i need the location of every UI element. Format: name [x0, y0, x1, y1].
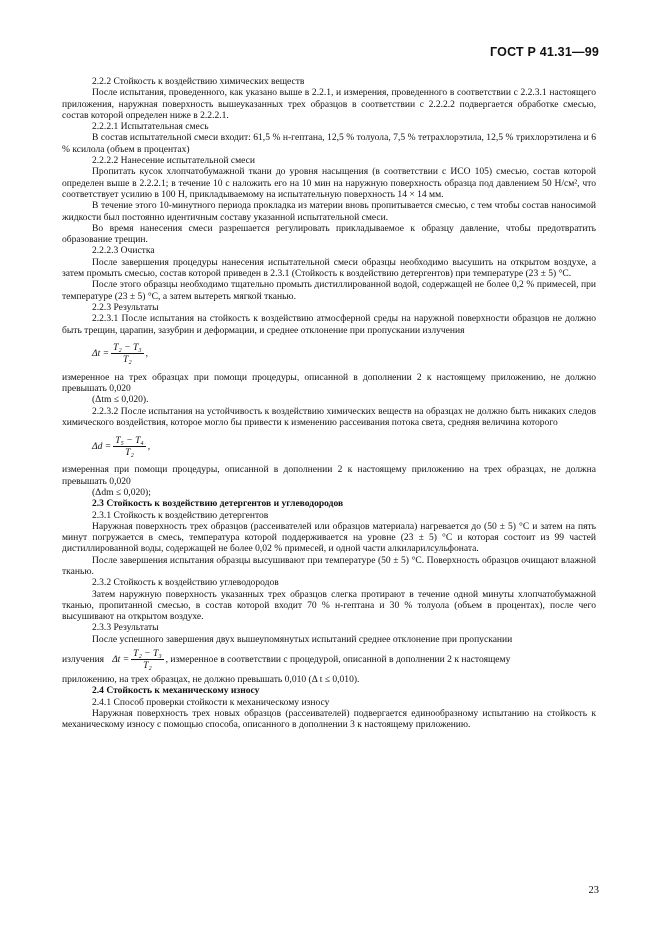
paragraph: В состав испытательной смеси входит: 61,5 % н-гептана, 12,5 % толуола, 7,5 % тетрахлорэтила, 12,5 % трихлорэтилена и 6 % ксилола (объем в процентах): [62, 132, 596, 155]
section-heading: 2.3.2 Стойкость к воздействию углеводородов: [92, 577, 279, 589]
formula-numerator: T₂ − T₃: [133, 648, 162, 660]
section-heading: 2.2.3 Результаты: [92, 301, 159, 313]
formula-fraction: [111, 342, 143, 365]
section-heading-bold: 2.4 Стойкость к механическому износу: [92, 685, 260, 697]
inline-formula-line: [62, 648, 596, 671]
paragraph: После этого образцы необходимо тщательно промыть дистиллированной водой, содержащей не более 0,2 % примесей, при температуре (23 ± 5) °С, а затем вытереть мягкой тканью.: [62, 279, 596, 302]
section-heading: 2.2.2.3 Очистка: [92, 245, 155, 257]
document-header: ГОСТ Р 41.31—99: [490, 45, 599, 59]
paragraph: Наружная поверхность трех образцов (рассеивателей или образцов материала) нагревается до (50 ± 5) °С и затем на пять минут погружается в смесь, температура которой поддерживается на уровне (23 ± 5) °С и которая состоит из 99 частей дистиллированной воды, содержащей не более 0,02 % примесей, и одной части алкиларилсульфоната.: [62, 520, 596, 555]
formula-denominator: T₂: [143, 660, 152, 672]
page-number: 23: [588, 885, 599, 896]
formula-numerator: T₅ − T₄: [115, 434, 144, 446]
paragraph: измеренное на трех образцах при помощи процедуры, описанной в дополнении 2 к настоящему приложению, не должно превышать 0,020: [62, 371, 596, 395]
paragraph: После завершения процедуры нанесения испытательной смеси образцы необходимо высушить на открытом воздухе, а затем промыть смесью, состав которой приведен в 2.3.1 (Стойкость к воздействию детергентов) при температуре (23 ± 5) °С.: [62, 256, 596, 280]
formula-delta-d: [92, 433, 596, 459]
paragraph: Во время нанесения смеси разрешается регулировать прикладываемое к образцу давление, чтобы предотвратить образование трещин.: [62, 222, 596, 246]
formula-numerator: T₂ − T₃: [113, 342, 142, 354]
document-body: [62, 76, 596, 731]
paragraph: 2.2.3.1 После испытания на стойкость к воздействию атмосферной среды на наружной поверхности образцов не должно быть трещин, царапин, зазубрин и деформации, и среднее отклонение при пропускании излучения: [62, 313, 596, 336]
section-heading-bold: 2.3 Стойкость к воздействию детергентов и углеводородов: [92, 498, 344, 510]
section-heading: 2.2.2 Стойкость к воздействию химических веществ: [92, 76, 305, 87]
paragraph: Пропитать кусок хлопчатобумажной ткани до уровня насыщения (в соответствии с ИСО 105) смесью, состав которой определен выше в 2.2.2.1; в течение 10 с наложить его на 10 мин на наружную поверхность образца под давлением 50 Н/см², что соответствует усилию в 100 Н, прикладываемому на испытательную поверхность 14 × 14 мм.: [62, 166, 596, 200]
paragraph: После испытания, проведенного, как указано выше в 2.2.1, и измерения, проведенного в соответствии с 2.2.3.1 настоящего приложения, наружная поверхность вышеуказанных трех образцов в соответствии с 2.2.2.2 подвергается обработке смесью, состав которой определен ниже в 2.2.2.1.: [62, 87, 596, 121]
formula-denominator: T₂: [125, 446, 134, 458]
formula-delta-t: [92, 341, 596, 367]
paragraph: 2.2.3.2 После испытания на устойчивость к воздействию химических веществ на образцах не должно быть никаких следов химического воздействия, которое могло бы привести к изменению рассеивания потока света, средняя величина которого: [62, 405, 596, 429]
paragraph-fragment: излучения: [62, 653, 105, 665]
formula-fraction: [113, 435, 145, 458]
condition: (Δdm ≤ 0,020);: [92, 486, 151, 498]
section-heading: 2.2.2.2 Нанесение испытательной смеси: [92, 155, 255, 167]
paragraph: Наружная поверхность трех новых образцов (рассеивателей) подвергается единообразному испытанию на стойкость к механическому износу с помощью способа, описанного в дополнении 3 к настоящему приложению.: [62, 707, 596, 731]
section-heading: 2.3.3 Результаты: [92, 622, 159, 634]
formula-lhs: Δd =: [92, 440, 112, 452]
paragraph: Затем наружную поверхность указанных трех образцов слегка протирают в течение одной минуты хлопчатобумажной тканью, пропитанной смесью, в состав которой входит 70 % н-гептана и 30 % толуола (объем в процентах), после чего высушивают на открытом воздухе.: [62, 588, 596, 623]
paragraph-fragment: , измеренное в соответствии с процедурой, описанной в дополнении 2 к настоящему: [165, 653, 511, 665]
paragraph: В течение этого 10-минутного периода прокладка из материи вновь пропитывается смесью, с тем чтобы состав наносимой жидкости был постоянно идентичным составу указанной испытательной смеси.: [62, 200, 596, 223]
formula-comma: ,: [145, 348, 148, 360]
paragraph: После успешного завершения двух вышеупомянутых испытаний среднее отклонение при пропускании: [92, 633, 513, 645]
formula-lhs: Δt =: [92, 348, 110, 360]
formula-denominator: T₂: [123, 354, 132, 366]
formula-lhs: Δt =: [112, 653, 130, 665]
formula-comma: ,: [147, 440, 151, 452]
paragraph: После завершения испытания образцы высушивают при температуре (50 ± 5) °С. Поверхность образцов очищают влажной тканью.: [62, 554, 596, 577]
section-heading: 2.2.2.1 Испытательная смесь: [92, 121, 209, 133]
section-heading: 2.3.1 Стойкость к воздействию детергентов: [92, 509, 269, 521]
paragraph: приложению, на трех образцах, не должно превышать 0,010 (Δ t ≤ 0,010).: [62, 674, 360, 686]
condition: (Δtm ≤ 0,020).: [92, 394, 149, 406]
formula-fraction: [131, 648, 163, 671]
section-heading: 2.4.1 Способ проверки стойкости к механическому износу: [92, 696, 330, 708]
paragraph: измеренная при помощи процедуры, описанной в дополнении 2 к настоящему приложению на трех образцах, не должна превышать 0,020: [62, 464, 596, 487]
